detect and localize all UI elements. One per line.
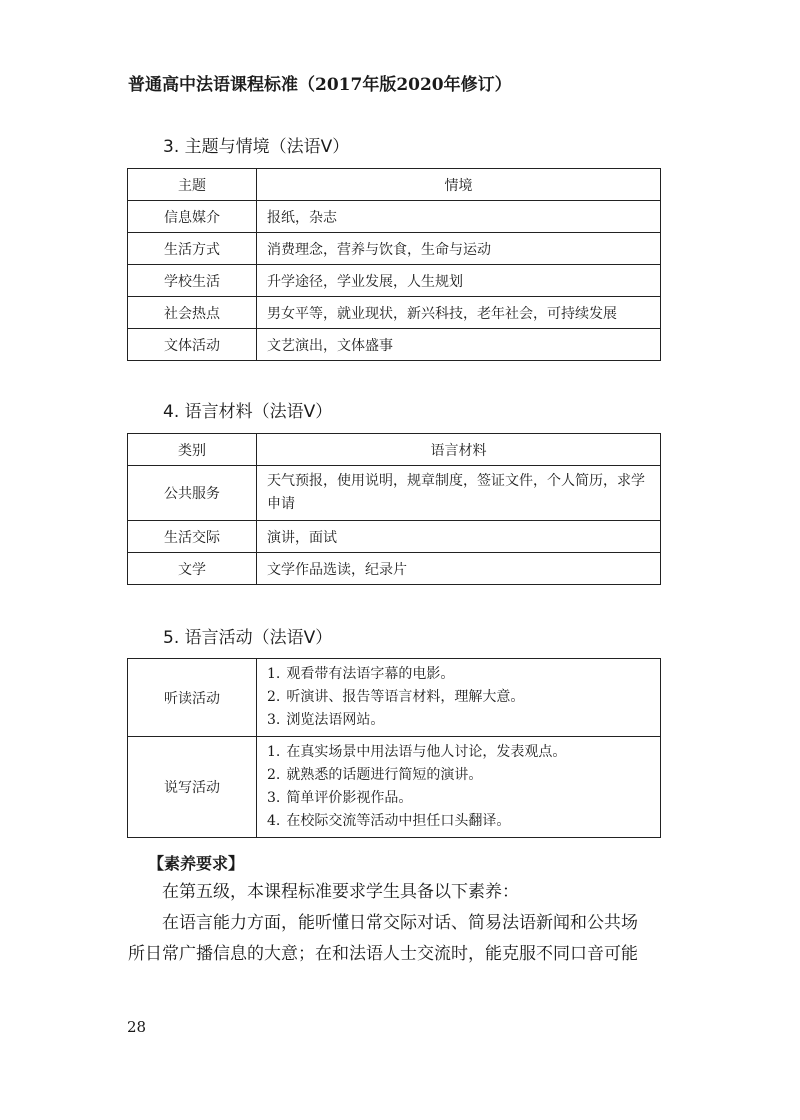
requirements-paragraph-1: 在第五级，本课程标准要求学生具备以下素养： [162, 882, 519, 902]
list-item: 1. 观看带有法语字幕的电影。 [267, 666, 455, 682]
list-item: 1. 在真实场景中用法语与他人讨论，发表观点。 [267, 744, 567, 760]
column-header-theme: 主题 [128, 169, 257, 201]
themes-table [127, 168, 661, 361]
requirements-heading: 【素养要求】 [148, 854, 245, 873]
material-cell: 天气预报，使用说明，规章制度，签证文件，个人简历，求学申请 [257, 466, 661, 521]
table-row [128, 233, 661, 265]
section-5-title: 5. 语言活动（法语Ⅴ） [163, 628, 333, 648]
page-number: 28 [127, 1018, 147, 1036]
context-cell: 男女平等，就业现状，新兴科技，老年社会，可持续发展 [257, 297, 661, 329]
table-row [128, 201, 661, 233]
activity-cell: 说写活动 [128, 737, 257, 838]
table-row [128, 521, 661, 553]
requirements-paragraph-2-line-2: 所日常广播信息的大意；在和法语人士交流时，能克服不同口音可能 [128, 944, 638, 964]
activity-cell: 听读活动 [128, 659, 257, 737]
category-cell: 文学 [128, 553, 257, 585]
theme-cell: 社会热点 [128, 297, 257, 329]
theme-cell: 生活方式 [128, 233, 257, 265]
column-header-category: 类别 [128, 434, 257, 466]
list-item: 2. 听演讲、报告等语言材料，理解大意。 [267, 689, 525, 705]
section-3-title: 3. 主题与情境（法语Ⅴ） [163, 137, 350, 157]
context-cell: 文艺演出，文体盛事 [257, 329, 661, 361]
table-header-row [128, 169, 661, 201]
materials-table [127, 433, 661, 585]
activities-table [127, 658, 661, 838]
table-row [128, 265, 661, 297]
context-cell: 升学途径，学业发展，人生规划 [257, 265, 661, 297]
table-row [128, 329, 661, 361]
context-cell: 报纸，杂志 [257, 201, 661, 233]
list-item: 3. 简单评价影视作品。 [267, 790, 413, 806]
context-cell: 消费理念，营养与饮食，生命与运动 [257, 233, 661, 265]
activity-items [257, 659, 661, 737]
list-item: 4. 在校际交流等活动中担任口头翻译。 [267, 813, 511, 829]
column-header-context: 情境 [257, 169, 661, 201]
theme-cell: 学校生活 [128, 265, 257, 297]
theme-cell: 信息媒介 [128, 201, 257, 233]
material-cell: 演讲，面试 [257, 521, 661, 553]
table-row [128, 466, 661, 521]
category-cell: 公共服务 [128, 466, 257, 521]
table-row [128, 737, 661, 838]
list-item: 2. 就熟悉的话题进行简短的演讲。 [267, 767, 483, 783]
column-header-material: 语言材料 [257, 434, 661, 466]
table-row [128, 297, 661, 329]
category-cell: 生活交际 [128, 521, 257, 553]
table-header-row [128, 434, 661, 466]
section-4-title: 4. 语言材料（法语Ⅴ） [163, 402, 333, 422]
requirements-paragraph-2-line-1: 在语言能力方面，能听懂日常交际对话、简易法语新闻和公共场 [162, 913, 638, 933]
material-cell: 文学作品选读，纪录片 [257, 553, 661, 585]
table-row [128, 659, 661, 737]
activity-items [257, 737, 661, 838]
list-item: 3. 浏览法语网站。 [267, 712, 385, 728]
table-row [128, 553, 661, 585]
theme-cell: 文体活动 [128, 329, 257, 361]
running-header: 普通高中法语课程标准（2017年版2020年修订） [128, 75, 512, 95]
